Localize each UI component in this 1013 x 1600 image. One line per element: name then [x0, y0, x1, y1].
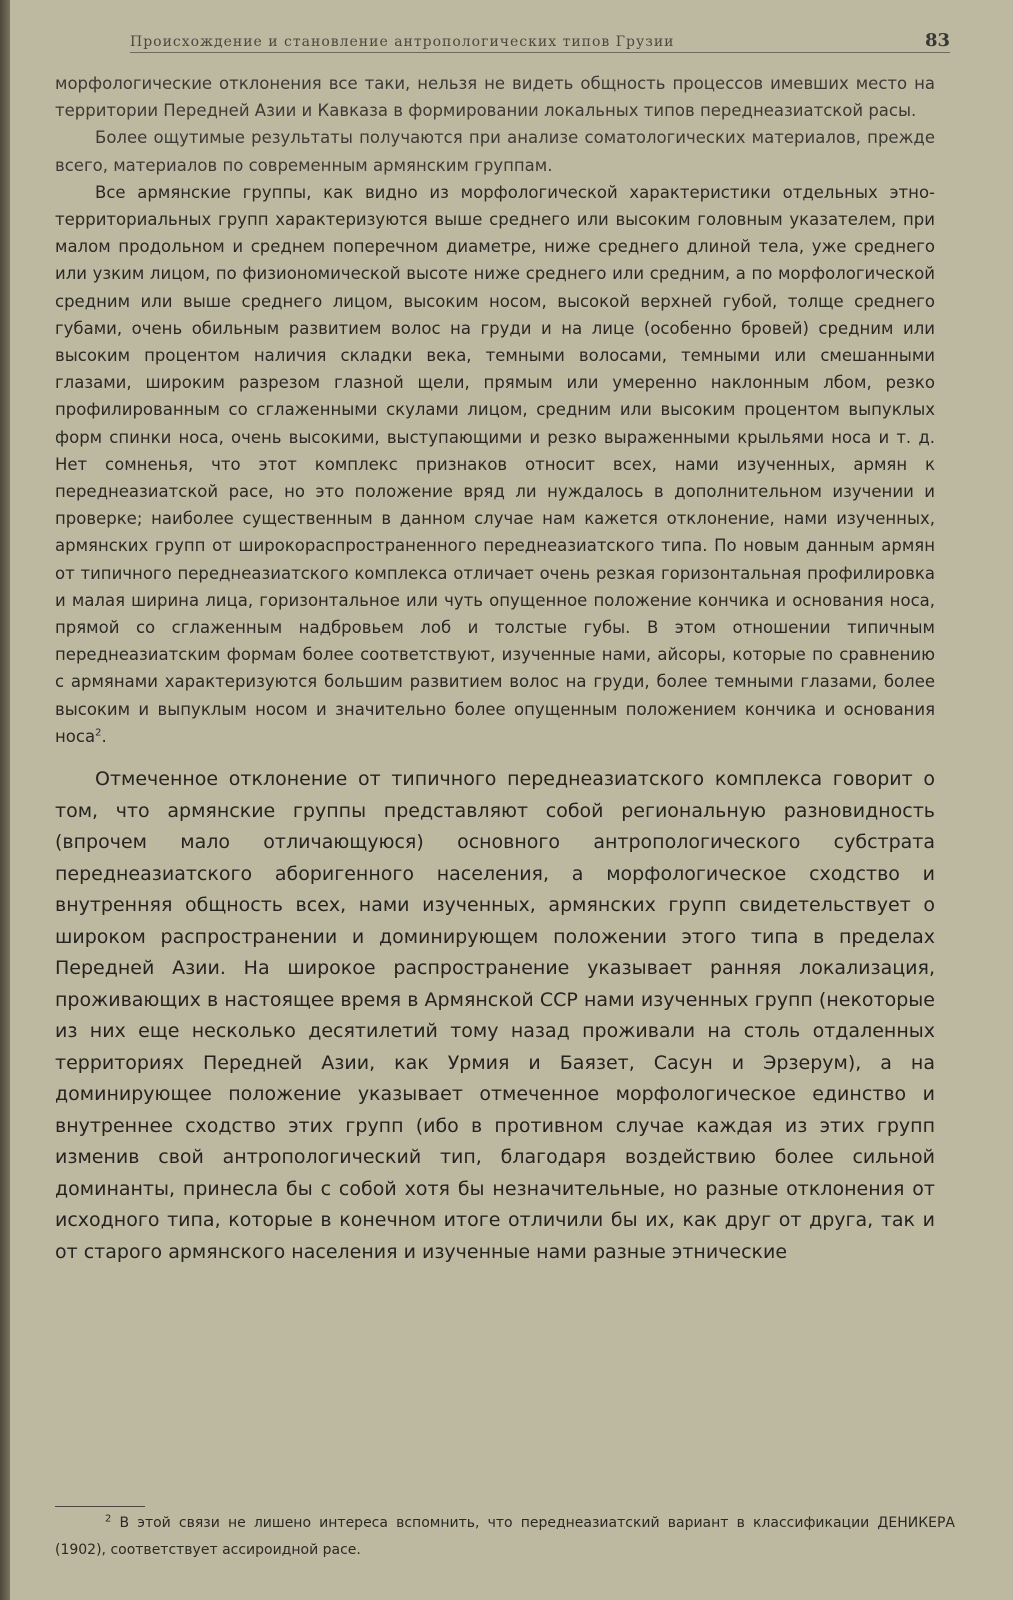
- running-title: Происхождение и становление антропологических типов Грузии: [130, 34, 675, 50]
- footnote-number: 2: [105, 1513, 112, 1525]
- header-divider: [130, 52, 950, 53]
- paragraph-1: морфологические отклонения все таки, нельзя не видеть общность процессов имевших место на территории Передней Азии и Кавказа в формировании локальных типов переднеазиатской расы.: [55, 74, 935, 121]
- footnote-divider: [55, 1506, 145, 1507]
- book-spine-edge: [0, 0, 10, 1600]
- page-header: [130, 30, 950, 51]
- paragraph-4: Отмеченное отклонение от типичного переднеазиатского комплекса говорит о том, что армянские группы представляют собой региональную разновидность (впрочем мало отличающуюся) основного антропологического субстрата переднеазиатского аборигенного населения, а морфологическое сходство и внутренняя общность всех, нами изученных, армянских групп свидетельствует о широком распространении и доминирующем положении этого типа в пределах Передней Азии. На широкое распространение указывает ранняя локализация, проживающих в настоящее время в Армянской ССР нами изученных групп (некоторые из них еще несколько десятилетий тому назад проживали на столь отдаленных территориях Передней Азии, как Урмия и Баязет, Сасун и Эрзерум), а на доминирующее положение указывает отмеченное морфологическое единство и внутреннее сходство этих групп (ибо в противном случае каждая из этих групп изменив свой антропологический тип, благодаря воздействию более сильной доминанты, принесла бы с собой хотя бы незначительные, но разные отклонения от исходного типа, которые в конечном итоге отличили бы их, как друг от друга, так и от старого армянского населения и изученные нами разные этнические: [55, 768, 935, 1263]
- page-body: [55, 70, 935, 1268]
- paragraph-3-text: Все армянские группы, как видно из морфологической характеристики отдельных этно-территориальных групп характеризуются выше среднего или высоким головным указателем, при малом продольном и среднем поперечном диаметре, ниже среднего длиной тела, уже среднего или узким лицом, по физиономической высоте ниже среднего или средним, а по морфологической средним или выше среднего лицом, высоким носом, высокой верхней губой, толще среднего губами, очень обильным развитием волос на груди и на лице (особенно бровей) средним или высоким процентом наличия складки века, темными волосами, темными или смешанными глазами, широким разрезом глазной щели, прямым или умеренно наклонным лбом, резко профилированным со сглаженными скулами лицом, средним или высоким процентом выпуклых форм спинки носа, очень высокими, выступающими и резко выраженными крыльями носа и т. д. Нет сомненья, что этот комплекс признаков относит всех, нами изученных, армян к переднеазиатской расе, но это положение вряд ли нуждалось в дополнительном изучении и проверке; наиболее существенным в данном случае нам кажется отклонение, нами изученных, армянских групп от широкораспространенного переднеазиатского типа. По новым данным армян от типичного переднеазиатского комплекса отличает очень резкая горизонтальная профилировка и малая ширина лица, горизонтальное или чуть опущенное положение кончика и основания носа, прямой со сглаженным надбровьем лоб и толстые губы. В этом отношении типичным переднеазиатским формам более соответствуют, изученные нами, айсоры, которые по сравнению с армянами характеризуются большим развитием волос на груди, более темными глазами, более высоким и выпуклым носом и значительно более опущенным положением кончика и основания носа: [55, 182, 935, 746]
- footnote-marker: 2: [95, 727, 102, 739]
- paragraph-2: Более ощутимые результаты получаются при анализе соматологических материалов, прежде всего, материалов по современным армянским группам.: [55, 128, 935, 175]
- page-number: 83: [924, 30, 950, 51]
- footnote-text: В этой связи не лишено интереса вспомнить, что переднеазиатский вариант в классификации ДЕНИКЕРА (1902), соответствует ассироидной расе.: [55, 1515, 955, 1558]
- paragraph-3: Все армянские группы, как видно из морфологической характеристики отдельных этно-территориальных групп характеризуются выше среднего или высоким головным указателем, при малом продольном и среднем поперечном диаметре, ниже среднего длиной тела, уже среднего или узким лицом, по физиономической высоте ниже среднего или средним, а по морфологической средним или выше среднего лицом, высоким носом, высокой верхней губой, толще среднего губами, очень обильным развитием волос на груди и на лице (особенно бровей) средним или высоким процентом наличия складки века, темными волосами, темными или смешанными глазами, широким разрезом глазной щели, прямым или умеренно наклонным лбом, резко профилированным со сглаженными скулами лицом, средним или высоким процентом выпуклых форм спинки носа, очень высокими, выступающими и резко выраженными крыльями носа и т. д. Нет сомненья, что этот комплекс признаков относит всех, нами изученных, армян к переднеазиатской расе, но это положение вряд ли нуждалось в дополнительном изучении и проверке; наиболее существенным в данном случае нам кажется отклонение, нами изученных, армянских групп от широкораспространенного переднеазиатского типа. По новым данным армян от типичного переднеазиатского комплекса отличает очень резкая горизонтальная профилировка и малая ширина лица, горизонтальное или чуть опущенное положение кончика и основания носа, прямой со сглаженным надбровьем лоб и толстые губы. В этом отношении типичным переднеазиатским формам более соответствуют, изученные нами, айсоры, которые по сравнению с армянами характеризуются большим развитием волос на груди, более темными глазами, более высоким и выпуклым носом и значительно более опущенным положением кончика и основания носа$^2$.: [55, 182, 935, 746]
- footnote: [55, 1510, 955, 1564]
- book-page: [10, 0, 1013, 1600]
